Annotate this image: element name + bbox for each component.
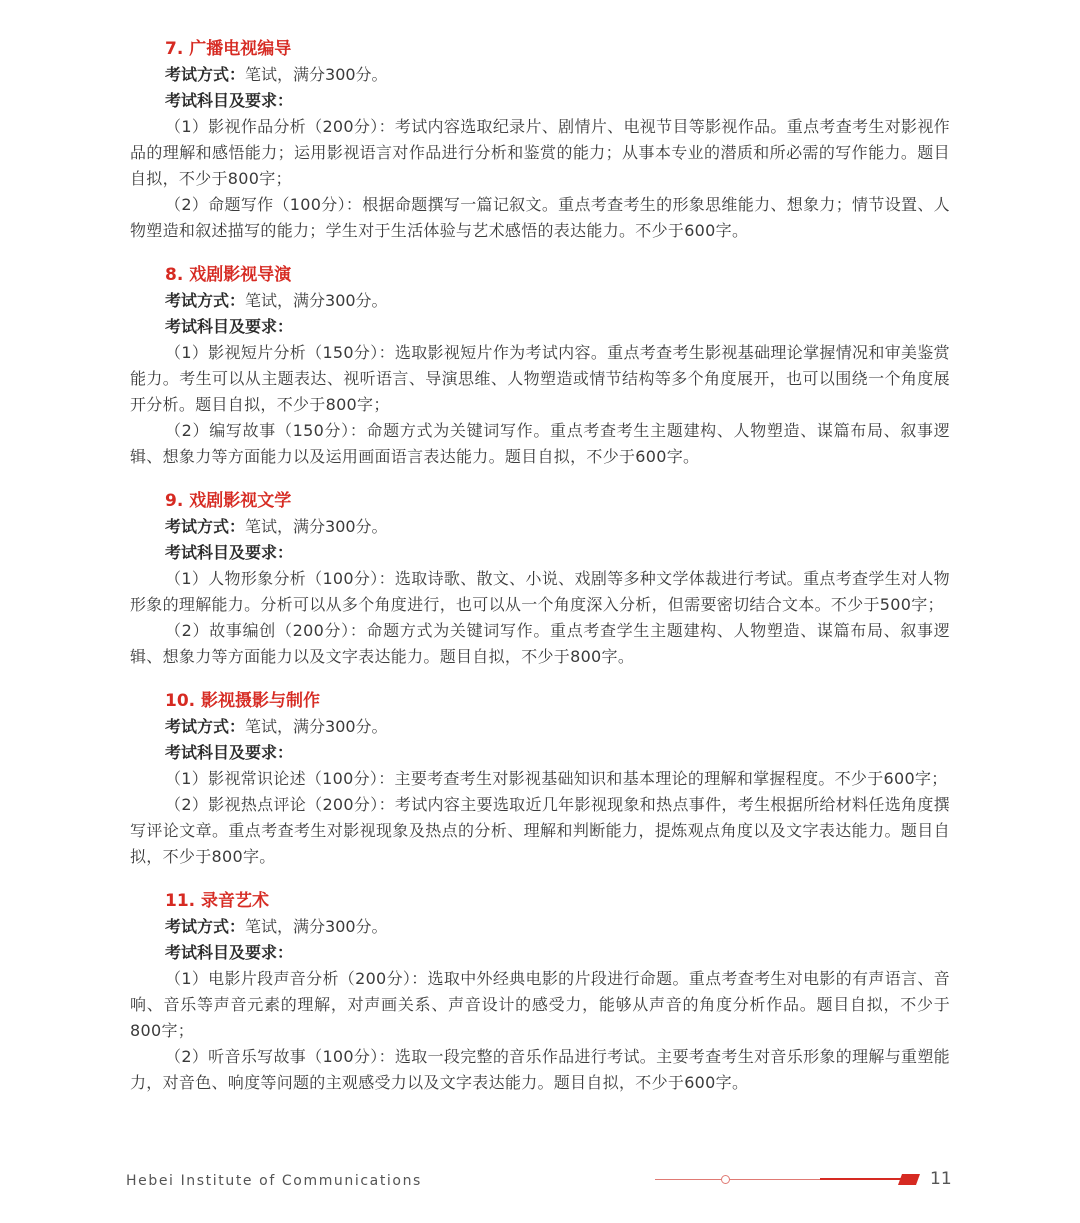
exam-method-label: 考试方式： (165, 65, 246, 84)
major-section (130, 36, 950, 244)
exam-method-value: 笔试，满分300分。 (245, 291, 388, 310)
footer-marker-icon (898, 1174, 920, 1185)
exam-method-value: 笔试，满分300分。 (245, 917, 388, 936)
exam-method-label: 考试方式： (165, 517, 246, 536)
exam-method (130, 288, 950, 314)
requirement-item: （2）命题写作（100分）：根据命题撰写一篇记叙文。重点考查考生的形象思维能力、想象力；情节设置、人物塑造和叙述描写的能力；学生对于生活体验与艺术感悟的表达能力。不少于600字。 (130, 195, 950, 240)
exam-method (130, 914, 950, 940)
section-title: 7. 广播电视编导 (165, 39, 292, 59)
requirements-label: 考试科目及要求： (165, 743, 294, 762)
exam-method (130, 62, 950, 88)
major-section (130, 262, 950, 470)
major-section (130, 488, 950, 670)
section-title: 11. 录音艺术 (165, 891, 270, 911)
exam-method-value: 笔试，满分300分。 (245, 717, 388, 736)
requirement-item: （2）故事编创（200分）：命题方式为关键词写作。重点考查学生主题建构、人物塑造、谋篇布局、叙事逻辑、想象力等方面能力以及文字表达能力。题目自拟，不少于800字。 (130, 621, 950, 666)
exam-method (130, 714, 950, 740)
requirement-item: （1）影视短片分析（150分）：选取影视短片作为考试内容。重点考查考生影视基础理论掌握情况和审美鉴赏能力。考生可以从主题表达、视听语言、导演思维、人物塑造或情节结构等多个角度展开，也可以围绕一个角度展开分析。题目自拟，不少于800字； (130, 343, 950, 414)
requirements-heading (130, 940, 950, 966)
requirement-item: （2）编写故事（150分）：命题方式为关键词写作。重点考查考生主题建构、人物塑造、谋篇布局、叙事逻辑、想象力等方面能力以及运用画面语言表达能力。题目自拟，不少于600字。 (130, 421, 950, 466)
requirement-item: （1）影视作品分析（200分）：考试内容选取纪录片、剧情片、电视节目等影视作品。重点考查考生对影视作品的理解和感悟能力；运用影视语言对作品进行分析和鉴赏的能力；从事本专业的潜质和所必需的写作能力。题目自拟，不少于800字； (130, 117, 950, 188)
footer-rule-accent (820, 1178, 902, 1180)
exam-method-label: 考试方式： (165, 291, 246, 310)
exam-method (130, 514, 950, 540)
exam-method-label: 考试方式： (165, 917, 246, 936)
requirements-heading (130, 740, 950, 766)
section-title: 8. 戏剧影视导演 (165, 265, 292, 285)
requirements-label: 考试科目及要求： (165, 543, 294, 562)
page-number: 11 (930, 1169, 952, 1189)
major-section (130, 888, 950, 1096)
requirements-label: 考试科目及要求： (165, 317, 294, 336)
requirements-label: 考试科目及要求： (165, 91, 294, 110)
requirement-item: （1）电影片段声音分析（200分）：选取中外经典电影的片段进行命题。重点考查考生对电影的有声语言、音响、音乐等声音元素的理解，对声画关系、声音设计的感受力，能够从声音的角度分析作品。题目自拟，不少于800字； (130, 969, 950, 1040)
section-title: 9. 戏剧影视文学 (165, 491, 292, 511)
requirement-item: （2）影视热点评论（200分）：考试内容主要选取近几年影视现象和热点事件，考生根据所给材料任选角度撰写评论文章。重点考查考生对影视现象及热点的分析、理解和判断能力，提炼观点角度以及文字表达能力。题目自拟，不少于800字。 (130, 795, 950, 866)
footer-dot-icon (721, 1175, 730, 1184)
requirements-heading (130, 540, 950, 566)
major-section (130, 688, 950, 870)
requirement-item: （1）影视常识论述（100分）：主要考查考生对影视基础知识和基本理论的理解和掌握程度。不少于600字； (165, 769, 948, 788)
requirements-label: 考试科目及要求： (165, 943, 294, 962)
requirements-heading (130, 314, 950, 340)
requirements-heading (130, 88, 950, 114)
document-body (130, 36, 950, 1114)
exam-method-value: 笔试，满分300分。 (245, 517, 388, 536)
requirement-item: （1）人物形象分析（100分）：选取诗歌、散文、小说、戏剧等多种文学体裁进行考试。重点考查学生对人物形象的理解能力。分析可以从多个角度进行，也可以从一个角度深入分析，但需要密切结合文本。不少于500字； (130, 569, 950, 614)
section-title: 10. 影视摄影与制作 (165, 691, 321, 711)
exam-method-label: 考试方式： (165, 717, 246, 736)
footer-organization: Hebei Institute of Communications (126, 1173, 422, 1189)
requirement-item: （2）听音乐写故事（100分）：选取一段完整的音乐作品进行考试。主要考查考生对音乐形象的理解与重塑能力，对音色、响度等问题的主观感受力以及文字表达能力。题目自拟，不少于600字。 (130, 1047, 950, 1092)
exam-method-value: 笔试，满分300分。 (245, 65, 388, 84)
